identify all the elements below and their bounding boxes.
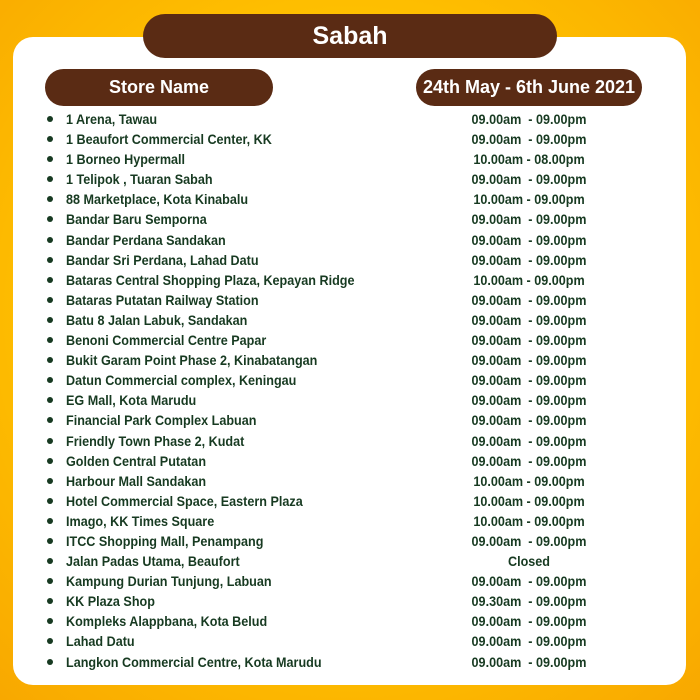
store-hours: 10.00am - 09.00pm <box>473 492 585 509</box>
store-name-header: Store Name <box>45 69 273 106</box>
bullet-icon <box>47 116 53 122</box>
bullet-icon <box>47 659 53 665</box>
store-row <box>0 551 700 571</box>
store-hours: 09.00am - 09.00pm <box>471 332 587 349</box>
bullet-icon <box>47 538 53 544</box>
store-hours: 09.00am - 09.00pm <box>471 311 587 328</box>
store-hours: 09.00am - 09.00pm <box>471 532 587 549</box>
store-name: Batu 8 Jalan Labuk, Sandakan <box>66 311 248 328</box>
store-name: Bandar Sri Perdana, Lahad Datu <box>66 251 259 268</box>
store-row <box>0 330 700 350</box>
bullet-icon <box>47 518 53 524</box>
store-hours: 09.00am - 09.00pm <box>471 251 587 268</box>
store-row <box>0 571 700 591</box>
store-row <box>0 129 700 149</box>
store-row <box>0 410 700 430</box>
store-row <box>0 350 700 370</box>
store-name: Datun Commercial complex, Keningau <box>66 372 297 389</box>
store-row <box>0 591 700 611</box>
bullet-icon <box>47 237 53 243</box>
store-hours: 09.00am - 09.00pm <box>471 211 587 228</box>
store-name: Financial Park Complex Labuan <box>66 412 257 429</box>
bullet-icon <box>47 196 53 202</box>
store-hours: 09.00am - 09.00pm <box>471 452 587 469</box>
store-row <box>0 370 700 390</box>
store-name: Imago, KK Times Square <box>66 512 215 529</box>
store-name: Jalan Padas Utama, Beaufort <box>66 553 240 570</box>
store-row <box>0 250 700 270</box>
store-name: Kompleks Alappbana, Kota Belud <box>66 613 268 630</box>
store-row <box>0 491 700 511</box>
bullet-icon <box>47 598 53 604</box>
store-name: 88 Marketplace, Kota Kinabalu <box>66 191 249 208</box>
region-title: Sabah <box>143 14 557 58</box>
bullet-icon <box>47 458 53 464</box>
store-hours: 10.00am - 09.00pm <box>473 472 585 489</box>
bullet-icon <box>47 156 53 162</box>
store-name: 1 Beaufort Commercial Center, KK <box>66 131 272 148</box>
store-name: Bandar Baru Semporna <box>66 211 207 228</box>
store-name: 1 Arena, Tawau <box>66 111 158 127</box>
store-row <box>0 652 700 672</box>
bullet-icon <box>47 257 53 263</box>
store-hours: 10.00am - 09.00pm <box>473 191 585 208</box>
store-list <box>0 109 700 672</box>
bullet-icon <box>47 377 53 383</box>
store-row <box>0 611 700 631</box>
bullet-icon <box>47 357 53 363</box>
date-range-header: 24th May - 6th June 2021 <box>416 69 642 106</box>
store-name: 1 Borneo Hypermall <box>66 151 186 168</box>
bullet-icon <box>47 558 53 564</box>
store-row <box>0 109 700 129</box>
store-hours: 09.00am - 09.00pm <box>471 352 587 369</box>
store-hours: 10.00am - 09.00pm <box>473 512 585 529</box>
bullet-icon <box>47 638 53 644</box>
store-row <box>0 511 700 531</box>
store-hours: 09.00am - 09.00pm <box>471 432 587 449</box>
bullet-icon <box>47 176 53 182</box>
store-hours: 09.00am - 09.00pm <box>471 392 587 409</box>
store-name: Bataras Central Shopping Plaza, Kepayan Ridge <box>66 271 355 288</box>
store-row <box>0 230 700 250</box>
store-name: 1 Telipok , Tuaran Sabah <box>66 171 213 188</box>
store-name: Golden Central Putatan <box>66 452 207 469</box>
store-name: KK Plaza Shop <box>66 593 155 610</box>
store-row <box>0 531 700 551</box>
store-row <box>0 169 700 189</box>
store-name: ITCC Shopping Mall, Penampang <box>66 532 264 549</box>
store-name: Benoni Commercial Centre Papar <box>66 332 267 349</box>
store-hours: 10.00am - 09.00pm <box>473 271 585 288</box>
store-row <box>0 390 700 410</box>
store-name: Hotel Commercial Space, Eastern Plaza <box>66 492 303 509</box>
store-row <box>0 290 700 310</box>
bullet-icon <box>47 397 53 403</box>
store-name: Langkon Commercial Centre, Kota Marudu <box>66 653 322 670</box>
store-hours: 09.30am - 09.00pm <box>471 593 587 610</box>
store-name: Harbour Mall Sandakan <box>66 472 207 489</box>
store-row <box>0 310 700 330</box>
bullet-icon <box>47 618 53 624</box>
store-row <box>0 451 700 471</box>
bullet-icon <box>47 337 53 343</box>
bullet-icon <box>47 478 53 484</box>
store-hours: Closed <box>507 553 551 570</box>
store-row <box>0 149 700 169</box>
bullet-icon <box>47 297 53 303</box>
store-name: Lahad Datu <box>66 633 135 650</box>
store-hours: 09.00am - 09.00pm <box>471 653 587 670</box>
store-hours: 09.00am - 09.00pm <box>471 573 587 590</box>
store-hours: 09.00am - 09.00pm <box>471 633 587 650</box>
bullet-icon <box>47 136 53 142</box>
store-name: Bukit Garam Point Phase 2, Kinabatangan <box>66 352 318 369</box>
store-name: Friendly Town Phase 2, Kudat <box>66 432 245 449</box>
store-name: EG Mall, Kota Marudu <box>66 392 197 409</box>
store-name: Bandar Perdana Sandakan <box>66 231 226 248</box>
store-name: Kampung Durian Tunjung, Labuan <box>66 573 272 590</box>
store-hours: 09.00am - 09.00pm <box>471 372 587 389</box>
bullet-icon <box>47 216 53 222</box>
store-name: Bataras Putatan Railway Station <box>66 291 259 308</box>
store-row <box>0 631 700 651</box>
store-hours: 09.00am - 09.00pm <box>471 613 587 630</box>
store-hours: 09.00am - 09.00pm <box>471 111 587 127</box>
bullet-icon <box>47 498 53 504</box>
store-hours: 09.00am - 09.00pm <box>471 231 587 248</box>
store-hours: 09.00am - 09.00pm <box>471 171 587 188</box>
bullet-icon <box>47 277 53 283</box>
store-hours: 09.00am - 09.00pm <box>471 131 587 148</box>
bullet-icon <box>47 317 53 323</box>
store-hours: 09.00am - 09.00pm <box>471 291 587 308</box>
store-row <box>0 189 700 209</box>
store-hours: 10.00am - 08.00pm <box>473 151 585 168</box>
store-row <box>0 209 700 229</box>
bullet-icon <box>47 438 53 444</box>
store-row <box>0 270 700 290</box>
bullet-icon <box>47 578 53 584</box>
store-hours: 09.00am - 09.00pm <box>471 412 587 429</box>
bullet-icon <box>47 417 53 423</box>
store-row <box>0 431 700 451</box>
store-row <box>0 471 700 491</box>
